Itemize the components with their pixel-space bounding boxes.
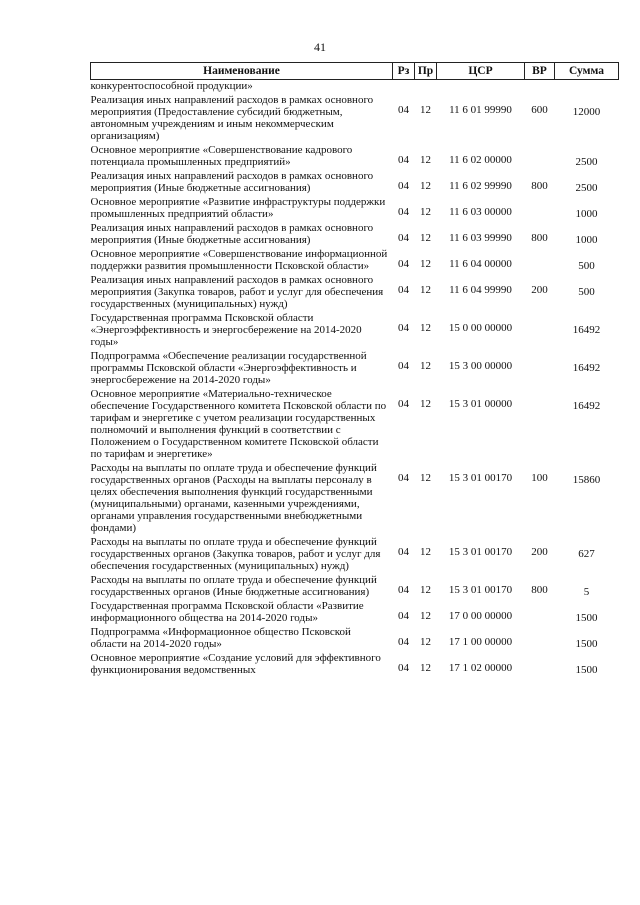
row-vr xyxy=(525,80,555,95)
header-sum: Сумма xyxy=(555,63,619,80)
row-csr xyxy=(437,80,525,95)
row-vr: 800 xyxy=(531,180,548,192)
row-pr: 12 xyxy=(420,284,431,296)
row-pr: 12 xyxy=(420,398,431,410)
row-csr: 11 6 01 99990 xyxy=(449,104,512,116)
table-row xyxy=(91,388,619,462)
row-name: Реализация иных направлений расходов в рамках основного мероприятия (Закупка товаров, работ и услуг для обеспечения государственных (муниципальных) нужд) xyxy=(90,274,384,310)
row-name: Подпрограмма «Обеспечение реализации государственной программы Псковской области «Энергоэффективность и энергосбережение на 2014-2020 годы» xyxy=(90,350,367,386)
row-csr: 11 6 04 00000 xyxy=(449,258,512,270)
row-pr: 12 xyxy=(420,636,431,648)
row-sum xyxy=(555,80,619,95)
row-pr: 12 xyxy=(420,104,431,116)
row-csr: 11 6 03 99990 xyxy=(449,232,512,244)
row-pr: 12 xyxy=(420,322,431,334)
row-rz: 04 xyxy=(398,180,409,192)
row-rz: 04 xyxy=(398,322,409,334)
table-row xyxy=(91,600,619,626)
row-vr xyxy=(525,388,555,462)
row-vr xyxy=(525,350,555,388)
row-csr: 15 3 01 00170 xyxy=(448,546,513,558)
row-sum: 627 xyxy=(578,548,595,560)
row-name: Подпрограмма «Информационное общество Псковской области на 2014-2020 годы» xyxy=(90,626,351,650)
table-row xyxy=(91,170,619,196)
row-pr: 12 xyxy=(420,232,431,244)
row-csr: 15 3 01 00000 xyxy=(448,398,513,410)
row-pr: 12 xyxy=(420,154,431,166)
row-sum: 16492 xyxy=(572,324,601,336)
row-vr xyxy=(525,652,555,678)
table-row xyxy=(91,312,619,350)
row-csr: 15 3 01 00170 xyxy=(448,472,513,484)
row-sum: 2500 xyxy=(575,182,598,194)
row-vr: 800 xyxy=(531,584,548,596)
row-csr: 11 6 02 00000 xyxy=(449,154,512,166)
table-body xyxy=(91,80,619,679)
row-csr: 15 3 01 00170 xyxy=(448,584,513,596)
row-rz: 04 xyxy=(398,258,409,270)
header-name: Наименование xyxy=(91,63,393,80)
row-name: Государственная программа Псковской области «Энергоэффективность и энергосбережение на 2014-2020 годы» xyxy=(90,312,362,348)
row-rz: 04 xyxy=(398,206,409,218)
header-pr: Пр xyxy=(415,63,437,80)
row-name: Реализация иных направлений расходов в рамках основного мероприятия (Иные бюджетные ассигнования) xyxy=(90,222,374,246)
row-csr: 17 0 00 00000 xyxy=(448,610,513,622)
row-rz: 04 xyxy=(398,610,409,622)
row-vr: 600 xyxy=(531,104,548,116)
row-pr: 12 xyxy=(420,206,431,218)
row-sum: 500 xyxy=(578,286,595,298)
row-pr xyxy=(415,80,437,95)
table-row xyxy=(91,626,619,652)
row-vr xyxy=(525,196,555,222)
row-sum: 16492 xyxy=(572,362,601,374)
row-rz xyxy=(393,80,415,95)
row-rz: 04 xyxy=(398,546,409,558)
table-row xyxy=(91,536,619,574)
budget-table xyxy=(90,62,619,678)
row-sum: 5 xyxy=(583,586,590,598)
row-pr: 12 xyxy=(420,472,431,484)
row-rz: 04 xyxy=(398,472,409,484)
row-name: Основное мероприятие «Совершенствование кадрового потенциала промышленных предприятий» xyxy=(90,144,353,168)
row-sum: 15860 xyxy=(572,474,601,486)
row-csr: 11 6 02 99990 xyxy=(449,180,512,192)
table-row xyxy=(91,196,619,222)
row-pr: 12 xyxy=(420,546,431,558)
row-pr: 12 xyxy=(420,610,431,622)
row-rz: 04 xyxy=(398,398,409,410)
row-name: Реализация иных направлений расходов в рамках основного мероприятия (Предоставление субсидий бюджетным, автономным учреждениям и иным некоммерческим организациям) xyxy=(90,94,374,142)
table-row xyxy=(91,222,619,248)
row-name: конкурентоспособной продукции» xyxy=(90,80,253,92)
row-vr: 200 xyxy=(531,284,548,296)
row-csr: 15 3 00 00000 xyxy=(448,360,513,372)
row-vr: 100 xyxy=(531,472,548,484)
table-row xyxy=(91,274,619,312)
row-sum: 16492 xyxy=(572,400,601,412)
table-row xyxy=(91,248,619,274)
row-sum: 1500 xyxy=(575,664,598,676)
row-sum: 1500 xyxy=(575,638,598,650)
row-name: Основное мероприятие «Совершенствование информационной поддержки развития промышленности Псковской области» xyxy=(90,248,388,272)
row-vr xyxy=(525,626,555,652)
row-sum: 1500 xyxy=(575,612,598,624)
table-row xyxy=(91,80,619,95)
row-vr xyxy=(525,144,555,170)
row-vr: 800 xyxy=(531,232,548,244)
row-pr: 12 xyxy=(420,662,431,674)
row-vr xyxy=(525,312,555,350)
header-rz: Рз xyxy=(393,63,415,80)
row-vr: 200 xyxy=(531,546,548,558)
row-name: Основное мероприятие «Материально-техническое обеспечение Государственного комитета Псковской области по тарифам и энергетике с учетом реализации государственных полномочий и выполнения функций в соответствии с Положением о Государственном комитете Псковской области по тарифам и энергетике» xyxy=(90,388,387,460)
table-row xyxy=(91,652,619,678)
row-name: Расходы на выплаты по оплате труда и обеспечение функций государственных органов (Иные бюджетные ассигнования) xyxy=(90,574,377,598)
row-name: Основное мероприятие «Развитие инфраструктуры поддержки промышленных предприятий области» xyxy=(90,196,386,220)
row-pr: 12 xyxy=(420,258,431,270)
row-csr: 15 0 00 00000 xyxy=(448,322,513,334)
header-csr: ЦСР xyxy=(437,63,525,80)
row-rz: 04 xyxy=(398,636,409,648)
row-pr: 12 xyxy=(420,360,431,372)
row-pr: 12 xyxy=(420,180,431,192)
row-csr: 17 1 00 00000 xyxy=(448,636,513,648)
table-row xyxy=(91,144,619,170)
row-sum: 2500 xyxy=(575,156,598,168)
row-name: Расходы на выплаты по оплате труда и обеспечение функций государственных органов (Расходы на выплаты персоналу в целях обеспечения выполнения функций государственными (муниципальными) органами, казенными учреждениями, органами управления государственными внебюджетными фондами) xyxy=(90,462,377,534)
row-csr: 11 6 03 00000 xyxy=(449,206,512,218)
row-name: Реализация иных направлений расходов в рамках основного мероприятия (Иные бюджетные ассигнования) xyxy=(90,170,374,194)
row-name: Расходы на выплаты по оплате труда и обеспечение функций государственных органов (Закупка товаров, работ и услуг для обеспечения государственных (муниципальных) нужд) xyxy=(90,536,381,572)
row-csr: 17 1 02 00000 xyxy=(448,662,513,674)
row-name: Основное мероприятие «Создание условий для эффективного функционирования ведомственных xyxy=(90,652,381,676)
row-sum: 500 xyxy=(578,260,595,272)
row-rz: 04 xyxy=(398,360,409,372)
row-csr: 11 6 04 99990 xyxy=(449,284,512,296)
header-vr: ВР xyxy=(525,63,555,80)
row-rz: 04 xyxy=(398,662,409,674)
row-rz: 04 xyxy=(398,154,409,166)
table-row xyxy=(91,462,619,536)
row-sum: 12000 xyxy=(572,106,601,118)
table-row xyxy=(91,574,619,600)
row-pr: 12 xyxy=(420,584,431,596)
row-rz: 04 xyxy=(398,104,409,116)
row-rz: 04 xyxy=(398,232,409,244)
row-vr xyxy=(525,248,555,274)
row-rz: 04 xyxy=(398,584,409,596)
row-sum: 1000 xyxy=(575,234,598,246)
row-vr xyxy=(525,600,555,626)
table-row xyxy=(91,350,619,388)
row-rz: 04 xyxy=(398,284,409,296)
row-name: Государственная программа Псковской области «Развитие информационного общества на 2014-2020 годы» xyxy=(90,600,364,624)
table-row xyxy=(91,94,619,144)
page-number: 41 xyxy=(314,40,326,54)
row-sum: 1000 xyxy=(575,208,598,220)
table-header-row xyxy=(91,63,619,80)
